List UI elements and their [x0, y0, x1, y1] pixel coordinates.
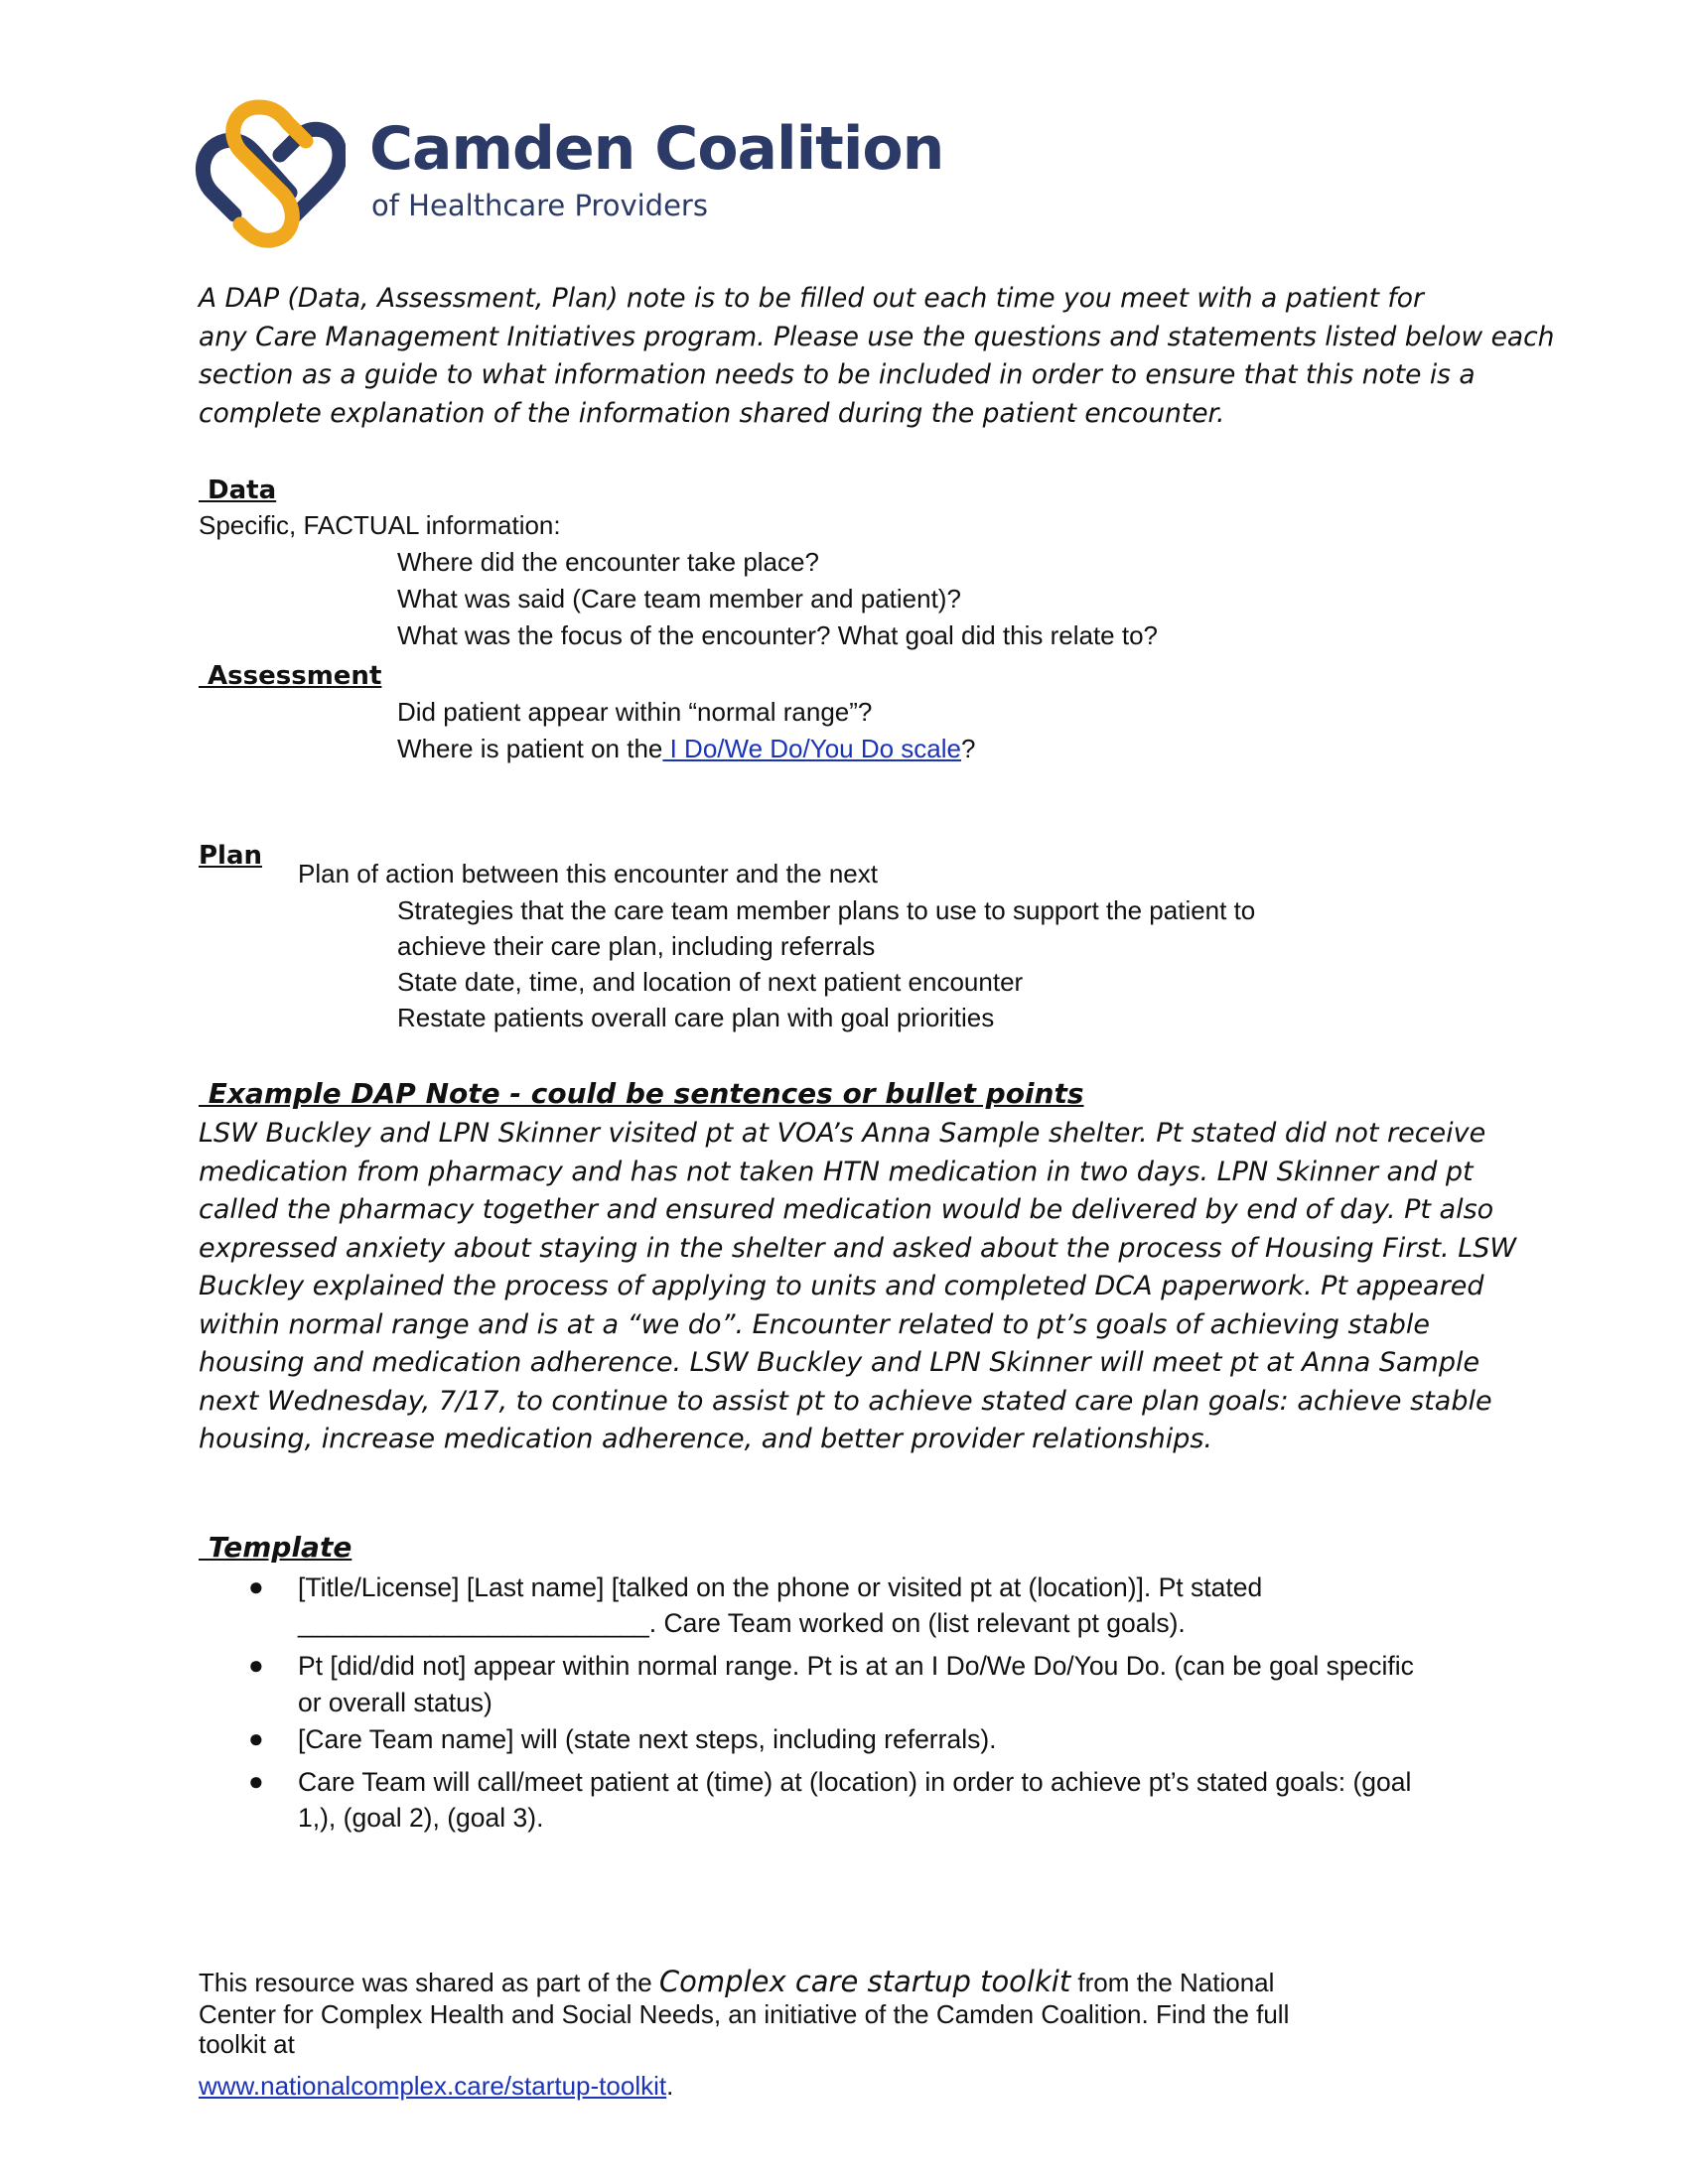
footer-text: . — [666, 2071, 674, 2101]
template-item: Pt [did/did not] appear within normal range. Pt is at an I Do/We Do/You Do. (can be goal specific — [298, 1651, 1414, 1681]
example-paragraph — [199, 1115, 1517, 1459]
intro-paragraph — [199, 280, 1555, 433]
example-line: next Wednesday, 7/17, to continue to assist pt to achieve stated care plan goals: achieve stable — [199, 1385, 1492, 1417]
data-lead: Specific, FACTUAL information: — [199, 510, 561, 540]
startup-toolkit-link[interactable]: www.nationalcomplex.care/startup-toolkit — [199, 2071, 667, 2101]
intro-line: section as a guide to what information needs to be included in order to ensure that this note is a — [199, 359, 1476, 390]
footer-text: from the National — [1070, 1968, 1275, 1997]
template-item-cont: 1,), (goal 2), (goal 3). — [298, 1803, 544, 1833]
logo-title: Camden Coalition — [369, 114, 944, 184]
assessment-item-scale — [397, 736, 975, 761]
plan-item: achieve their care plan, including referrals — [397, 931, 876, 961]
footer-line — [199, 1965, 1275, 1998]
example-line: within normal range and is at a “we do”. Encounter related to pt’s goals of achieving stable — [199, 1308, 1430, 1340]
example-line: housing and medication adherence. LSW Buckley and LPN Skinner will meet pt at Anna Sample — [199, 1347, 1480, 1378]
example-line: Buckley explained the process of applying to units and completed DCA paperwork. Pt appeared — [199, 1271, 1484, 1301]
assessment-item: Did patient appear within “normal range”? — [397, 697, 873, 727]
plan-lead: Plan of action between this encounter and the next — [298, 859, 878, 888]
template-item-cont — [298, 1610, 1186, 1637]
plan-item: Restate patients overall care plan with goal priorities — [397, 1003, 995, 1032]
example-heading: Example DAP Note - could be sentences or bullet points — [199, 1077, 1084, 1110]
template-item: Care Team will call/meet patient at (time) at (location) in order to achieve pt’s stated goals: (goal — [298, 1767, 1412, 1797]
intro-line: A DAP (Data, Assessment, Plan) note is to be filled out each time you meet with a patient for — [199, 283, 1424, 314]
footer-line: Center for Complex Health and Social Needs, an initiative of the Camden Coalition. Find the full — [199, 1999, 1290, 2029]
assessment-heading: Assessment — [199, 661, 382, 691]
data-item: What was the focus of the encounter? What goal did this relate to? — [397, 620, 1158, 650]
example-line: called the pharmacy together and ensured medication would be delivered by end of day. Pt also — [199, 1194, 1494, 1225]
data-item: What was said (Care team member and patient)? — [397, 584, 961, 614]
template-heading: Template — [199, 1531, 352, 1564]
data-heading: Data — [199, 476, 277, 505]
bullet-icon: ● — [248, 1766, 264, 1796]
footer-text: This resource was shared as part of the — [199, 1968, 659, 1997]
i-do-we-do-you-do-scale-link[interactable]: I Do/We Do/You Do scale — [662, 734, 961, 763]
template-item-cont: or overall status) — [298, 1688, 492, 1717]
template-item: [Title/License] [Last name] [talked on the phone or visited pt at (location)]. Pt stated — [298, 1572, 1263, 1602]
example-line: expressed anxiety about staying in the shelter and asked about the process of Housing First. LSW — [199, 1232, 1517, 1264]
plan-heading: Plan — [199, 841, 263, 871]
assessment-item-prefix: Where is patient on the — [397, 734, 663, 763]
data-item: Where did the encounter take place? — [397, 547, 819, 577]
footer-link-line — [199, 2073, 673, 2099]
template-item-text: . Care Team worked on (list relevant pt goals). — [648, 1608, 1186, 1638]
footer-toolkit-title: Complex care startup toolkit — [658, 1965, 1071, 1998]
logo-subtitle: of Healthcare Providers — [371, 189, 708, 222]
plan-item: State date, time, and location of next patient encounter — [397, 967, 1024, 997]
camden-coalition-logo-icon — [195, 97, 346, 248]
intro-line: complete explanation of the information shared during the patient encounter. — [199, 397, 1225, 429]
template-blank: ________________________ — [298, 1608, 649, 1638]
plan-item: Strategies that the care team member plans to use to support the patient to — [397, 895, 1256, 925]
bullet-icon: ● — [248, 1723, 264, 1753]
bullet-icon: ● — [248, 1571, 264, 1601]
assessment-item-suffix: ? — [961, 734, 976, 763]
example-line: medication from pharmacy and has not taken HTN medication in two days. LPN Skinner and pt — [199, 1156, 1474, 1187]
bullet-icon: ● — [248, 1650, 264, 1680]
footer-line: toolkit at — [199, 2029, 295, 2059]
example-line: housing, increase medication adherence, and better provider relationships. — [199, 1424, 1213, 1454]
example-line: LSW Buckley and LPN Skinner visited pt at VOA’s Anna Sample shelter. Pt stated did not receive — [199, 1118, 1486, 1149]
intro-line: any Care Management Initiatives program. Please use the questions and statements listed below each — [199, 321, 1555, 352]
template-item: [Care Team name] will (state next steps, including referrals). — [298, 1724, 997, 1754]
